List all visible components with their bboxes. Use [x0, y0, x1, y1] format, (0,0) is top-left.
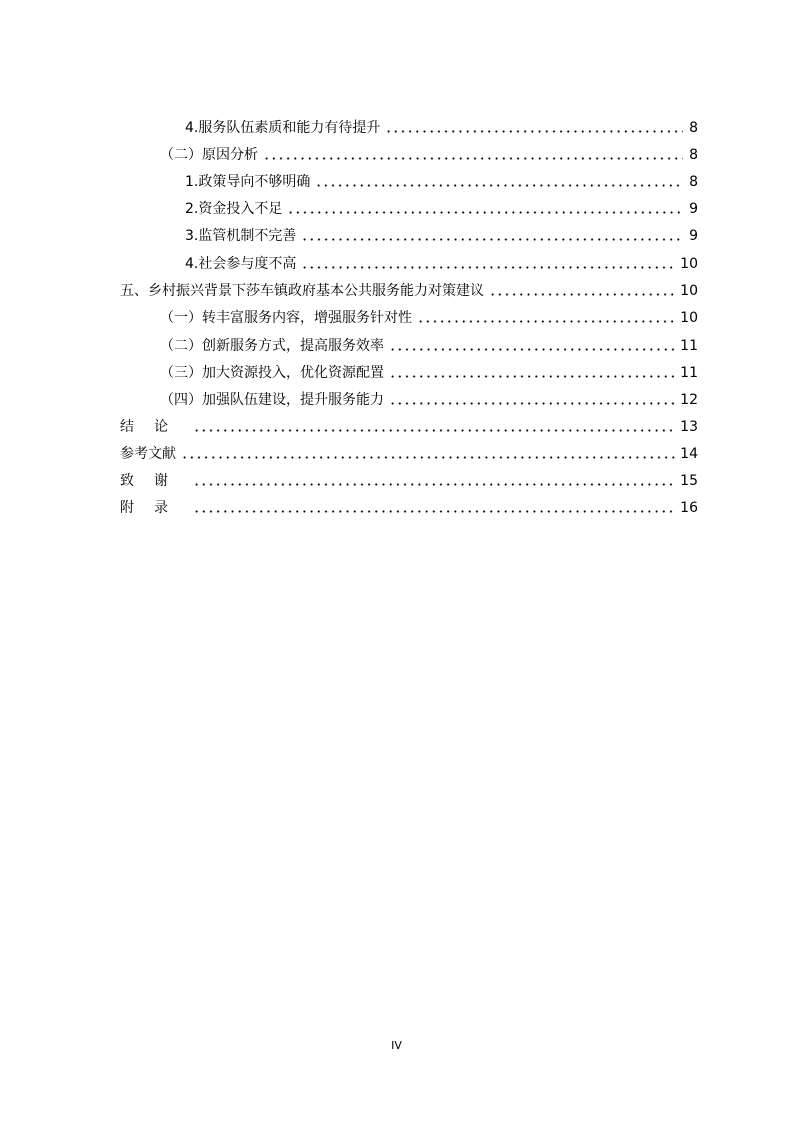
toc-dot-leader	[489, 293, 675, 296]
toc-entry-page: 11	[680, 365, 698, 381]
toc-entry-page: 8	[689, 147, 698, 163]
toc-entry-page: 16	[680, 500, 698, 516]
toc-entry-title: （二）原因分析	[160, 147, 258, 163]
toc-entry-page: 10	[680, 256, 698, 272]
toc-entry-title: 五、乡村振兴背景下莎车镇政府基本公共服务能力对策建议	[120, 283, 484, 299]
page-number: IV	[391, 1039, 402, 1052]
toc-entry[interactable]	[160, 363, 698, 383]
toc-dot-leader	[193, 429, 675, 432]
toc-entry-page: 10	[680, 310, 698, 326]
toc-entry[interactable]	[120, 444, 698, 464]
toc-dot-leader	[389, 375, 675, 378]
toc-entry-page: 8	[689, 120, 698, 136]
toc-entry-title: 1.政策导向不够明确	[185, 174, 311, 190]
toc-entry-title: 致谢	[120, 473, 188, 489]
toc-dot-leader	[389, 402, 675, 405]
toc-entry[interactable]	[185, 254, 698, 274]
toc-entry-page: 9	[689, 201, 698, 217]
toc-entry[interactable]	[160, 145, 698, 165]
toc-entry-page: 9	[689, 228, 698, 244]
toc-entry[interactable]	[120, 498, 698, 518]
toc-entry-title: 结论	[120, 419, 188, 435]
toc-entry[interactable]	[185, 172, 698, 192]
toc-entry-title: 2.资金投入不足	[185, 201, 283, 217]
toc-entry-page: 12	[680, 392, 698, 408]
toc-entry-title: （三）加大资源投入，优化资源配置	[160, 365, 384, 381]
toc-entry[interactable]	[160, 308, 698, 328]
toc-entry[interactable]	[120, 281, 698, 301]
toc-dot-leader	[315, 184, 683, 187]
toc-dot-leader	[263, 157, 683, 160]
toc-entry-title: 4.社会参与度不高	[185, 256, 297, 272]
toc-entry-title: 4.服务队伍素质和能力有待提升	[185, 120, 381, 136]
toc-entry-title: （四）加强队伍建设，提升服务能力	[160, 392, 384, 408]
toc-entry-title: （二）创新服务方式，提高服务效率	[160, 338, 384, 354]
toc-dot-leader	[193, 483, 675, 486]
toc-dot-leader	[301, 266, 675, 269]
toc-entry[interactable]	[160, 390, 698, 410]
toc-dot-leader	[417, 320, 675, 323]
toc-entry[interactable]	[120, 417, 698, 437]
toc-entry-title: 附录	[120, 500, 188, 516]
toc-entry[interactable]	[160, 336, 698, 356]
toc-entry-page: 15	[680, 473, 698, 489]
toc-dot-leader	[385, 130, 683, 133]
toc-entry[interactable]	[185, 226, 698, 246]
toc-entry-title: （一）转丰富服务内容，增强服务针对性	[160, 310, 412, 326]
toc-entry-page: 14	[680, 446, 698, 462]
toc-entry-page: 10	[680, 283, 698, 299]
toc-entry-title: 3.监管机制不完善	[185, 228, 297, 244]
toc-entry[interactable]	[185, 199, 698, 219]
toc-dot-leader	[389, 348, 675, 351]
toc-entry-page: 13	[680, 419, 698, 435]
toc-dot-leader	[181, 456, 675, 459]
toc-entry-page: 11	[680, 338, 698, 354]
toc-dot-leader	[193, 510, 675, 513]
toc-dot-leader	[287, 211, 683, 214]
toc-entry-page: 8	[689, 174, 698, 190]
toc-entry[interactable]	[185, 118, 698, 138]
toc-entry-title: 参考文献	[120, 446, 176, 462]
toc-entry[interactable]	[120, 471, 698, 491]
toc-dot-leader	[301, 238, 683, 241]
